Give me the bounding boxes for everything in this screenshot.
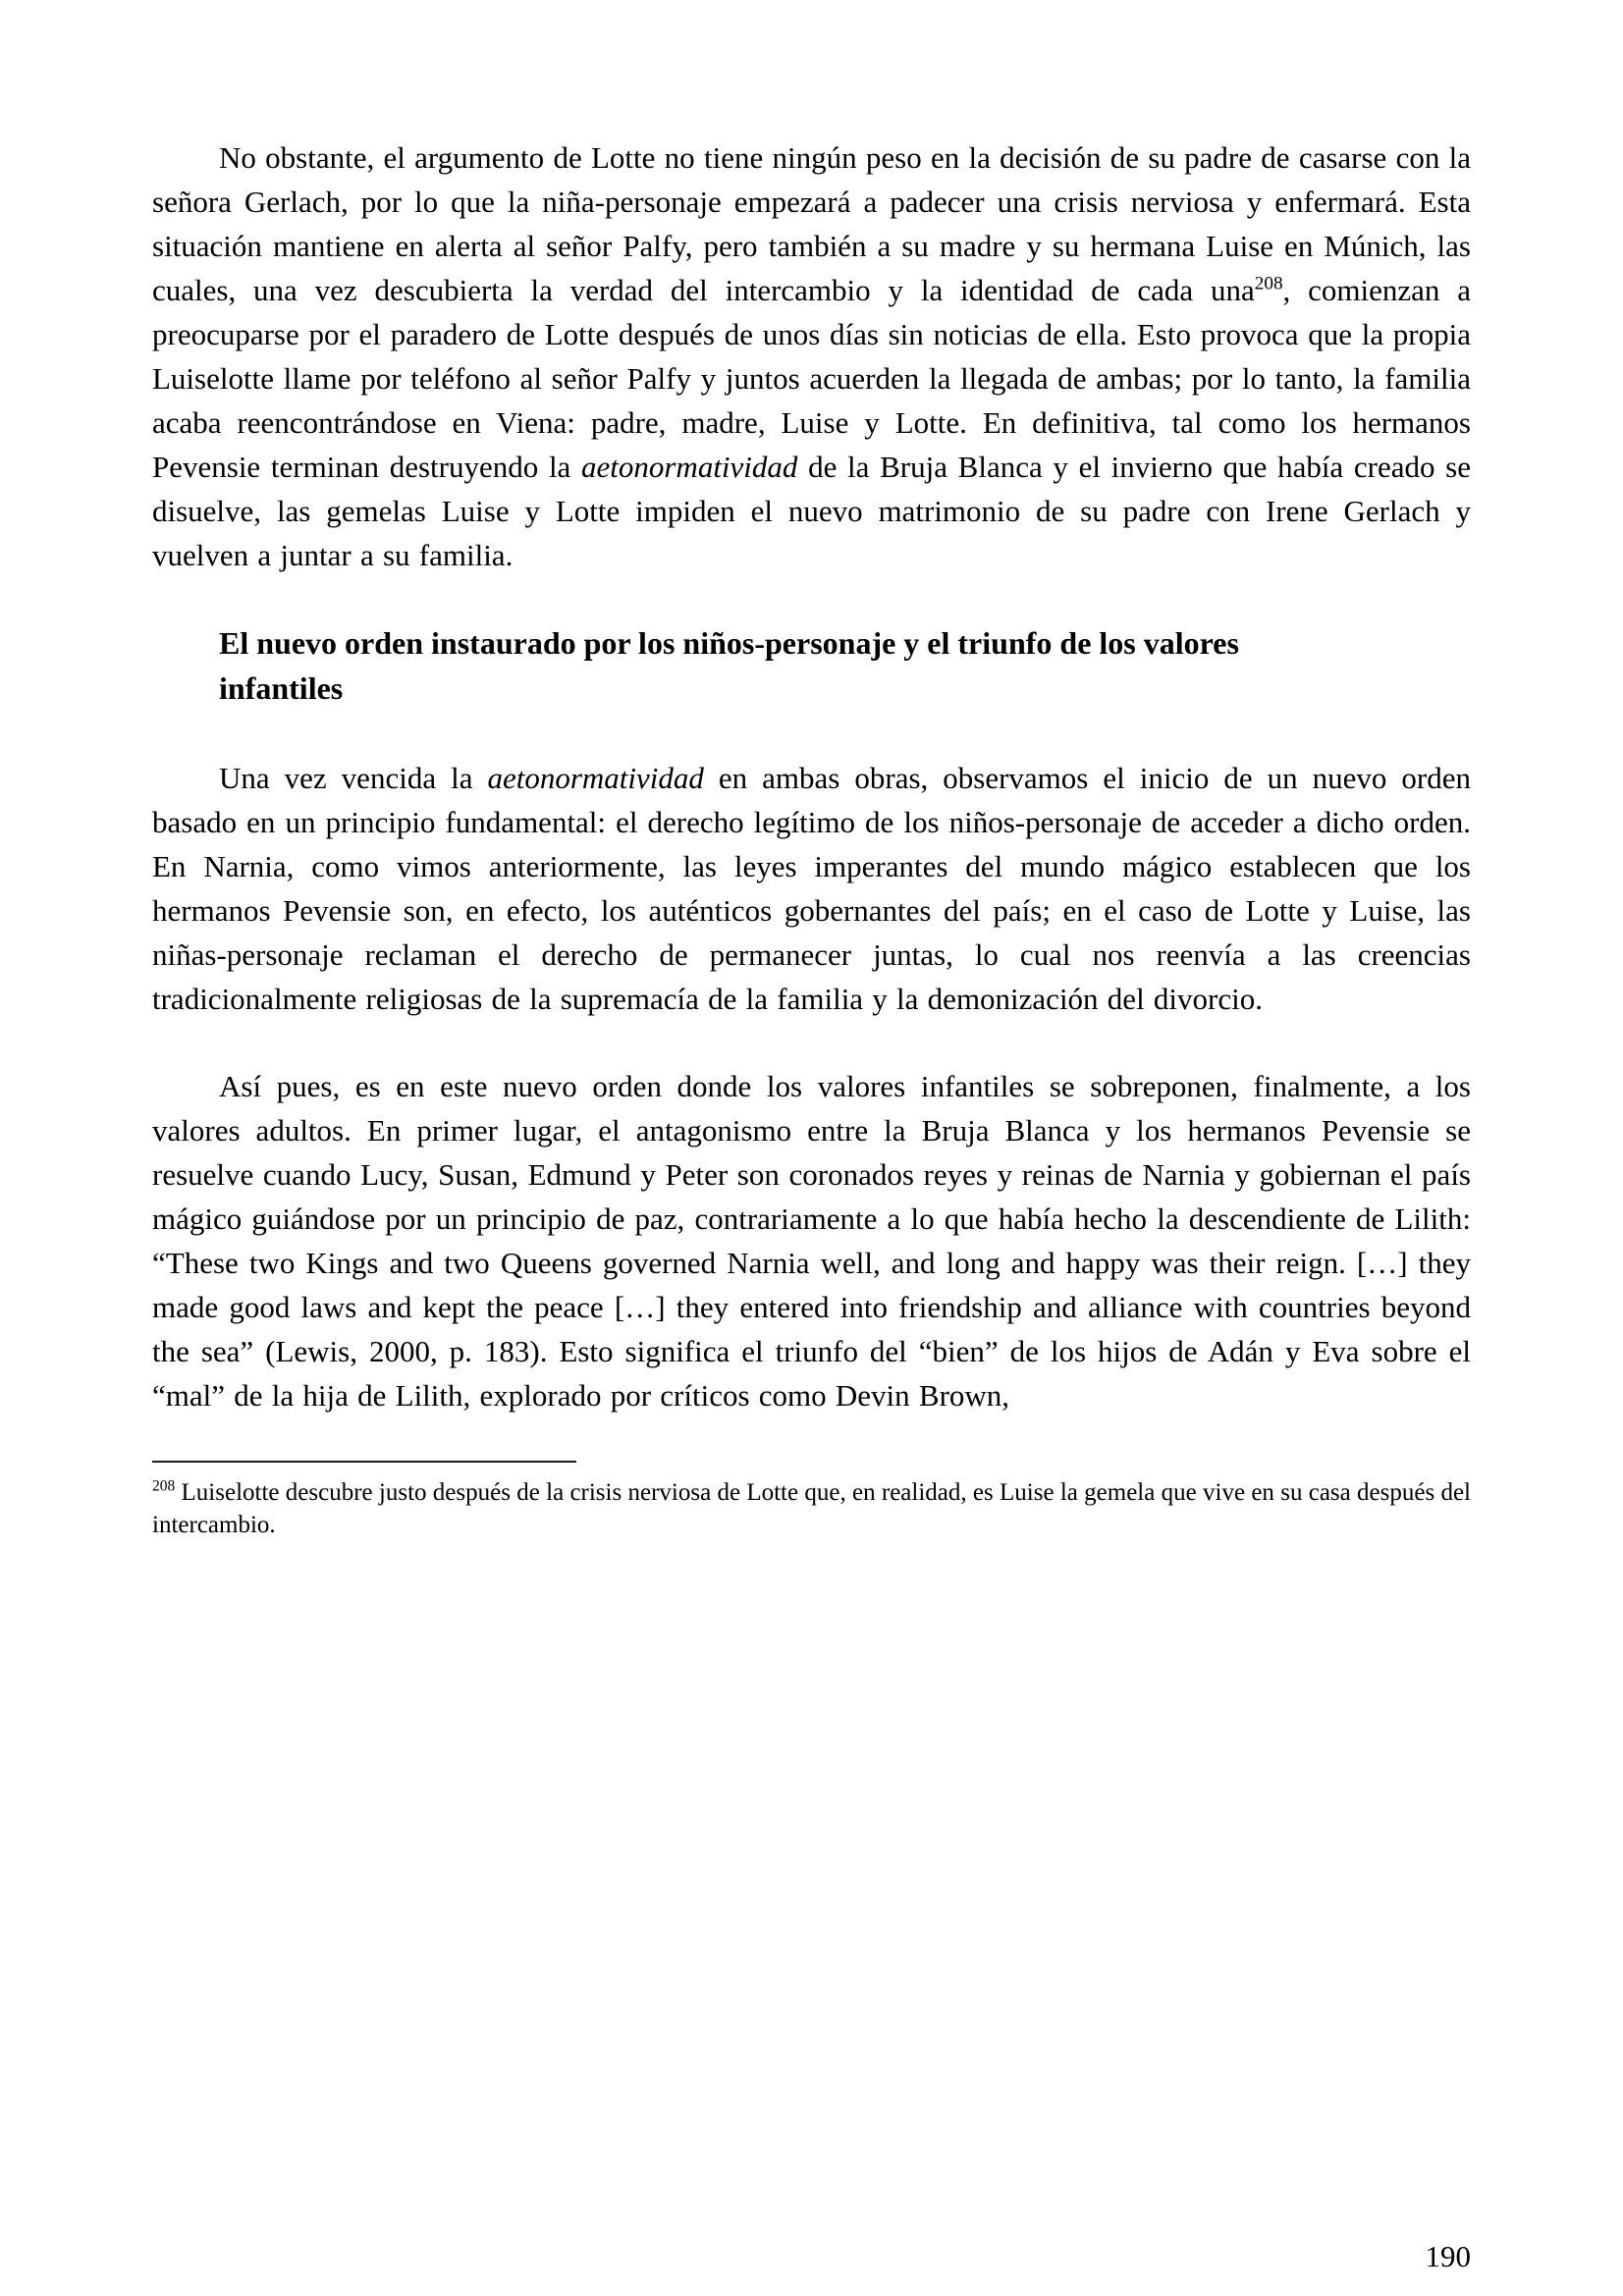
page-content xyxy=(152,135,1471,1541)
italic-term: aetonormatividad xyxy=(581,450,798,484)
section-heading: El nuevo orden instaurado por los niños-personaje y el triunfo de los valores infantiles xyxy=(219,625,1239,706)
page-number: 190 xyxy=(1425,2239,1471,2273)
footnote-separator xyxy=(152,1461,576,1463)
footnote-area xyxy=(152,1461,1471,1541)
footnote-marker: 208 xyxy=(152,1477,176,1495)
paragraph-text: Así pues, es en este nuevo orden donde los valores infantiles se sobreponen, finalmente, a los valores adultos. En primer lugar, el antagonismo entre la Bruja Blanca y los hermanos Pevensie se resuelve cuando Lucy, Susan, Edmund y Peter son coronados reyes y reinas de Narnia y gobiernan el país mágico guiándose por un principio de paz, contrariamente a lo que había hecho la descendiente de Lilith: “These two Kings and two Queens governed Narnia well, and long and happy was their reign. […] they made good laws and kept the peace […] they entered into friendship and alliance with countries beyond the sea” (Lewis, 2000, p. 183). Esto significa el triunfo del “bien” de los hijos de Adán y Eva sobre el “mal” de la hija de Lilith, explorado por críticos como Devin Brown, xyxy=(152,1069,1471,1413)
paragraph-3 xyxy=(152,1064,1471,1417)
paragraph-1 xyxy=(152,135,1471,577)
footnote-reference: 208 xyxy=(1254,273,1283,294)
footnote-text: Luiselotte descubre justo después de la crisis nerviosa de Lotte que, en realidad, es Luise la gemela que vive en su casa después del intercambio. xyxy=(152,1479,1471,1538)
italic-term: aetonormatividad xyxy=(487,761,704,795)
paragraph-text: en ambas obras, observamos el inicio de un nuevo orden basado en un principio fundamental: el derecho legítimo de los niños-personaje de acceder a dicho orden. En Narnia, como vimos anteriormente, las leyes imperantes del mundo mágico establecen que los hermanos Pevensie son, en efecto, los auténticos gobernantes del país; en el caso de Lotte y Luise, las niñas-personaje reclaman el derecho de permanecer juntas, lo cual nos reenvía a las creencias tradicionalmente religiosas de la supremacía de la familia y la demonización del divorcio. xyxy=(152,761,1471,1016)
paragraph-text: , comienzan a preocuparse por el paradero de Lotte después de unos días sin noticias de ella. Esto provoca que la propia Luiselotte llame por teléfono al señor Palfy y juntos acuerden la llegada de ambas; por lo tanto, la familia acaba reencontrándose en Viena: padre, madre, Luise y Lotte. En definitiva, tal como los hermanos Pevensie terminan destruyendo la xyxy=(152,273,1472,484)
paragraph-text: Una vez vencida la xyxy=(219,761,488,795)
paragraph-2 xyxy=(152,756,1471,1021)
footnote xyxy=(152,1476,1471,1541)
paragraph-text: No obstante, el argumento de Lotte no tiene ningún peso en la decisión de su padre de casarse con la señora Gerlach, por lo que la niña-personaje empezará a padecer una crisis nerviosa y enfermará. Esta situación mantiene en alerta al señor Palfy, pero también a su madre y su hermana Luise en Múnich, las cuales, una vez descubierta la verdad del intercambio y la identidad de cada una xyxy=(152,140,1471,307)
paragraph-text: de la Bruja Blanca y el invierno que había creado se disuelve, las gemelas Luise y Lotte impiden el nuevo matrimonio de su padre con Irene Gerlach y vuelven a juntar a su familia. xyxy=(152,450,1471,572)
